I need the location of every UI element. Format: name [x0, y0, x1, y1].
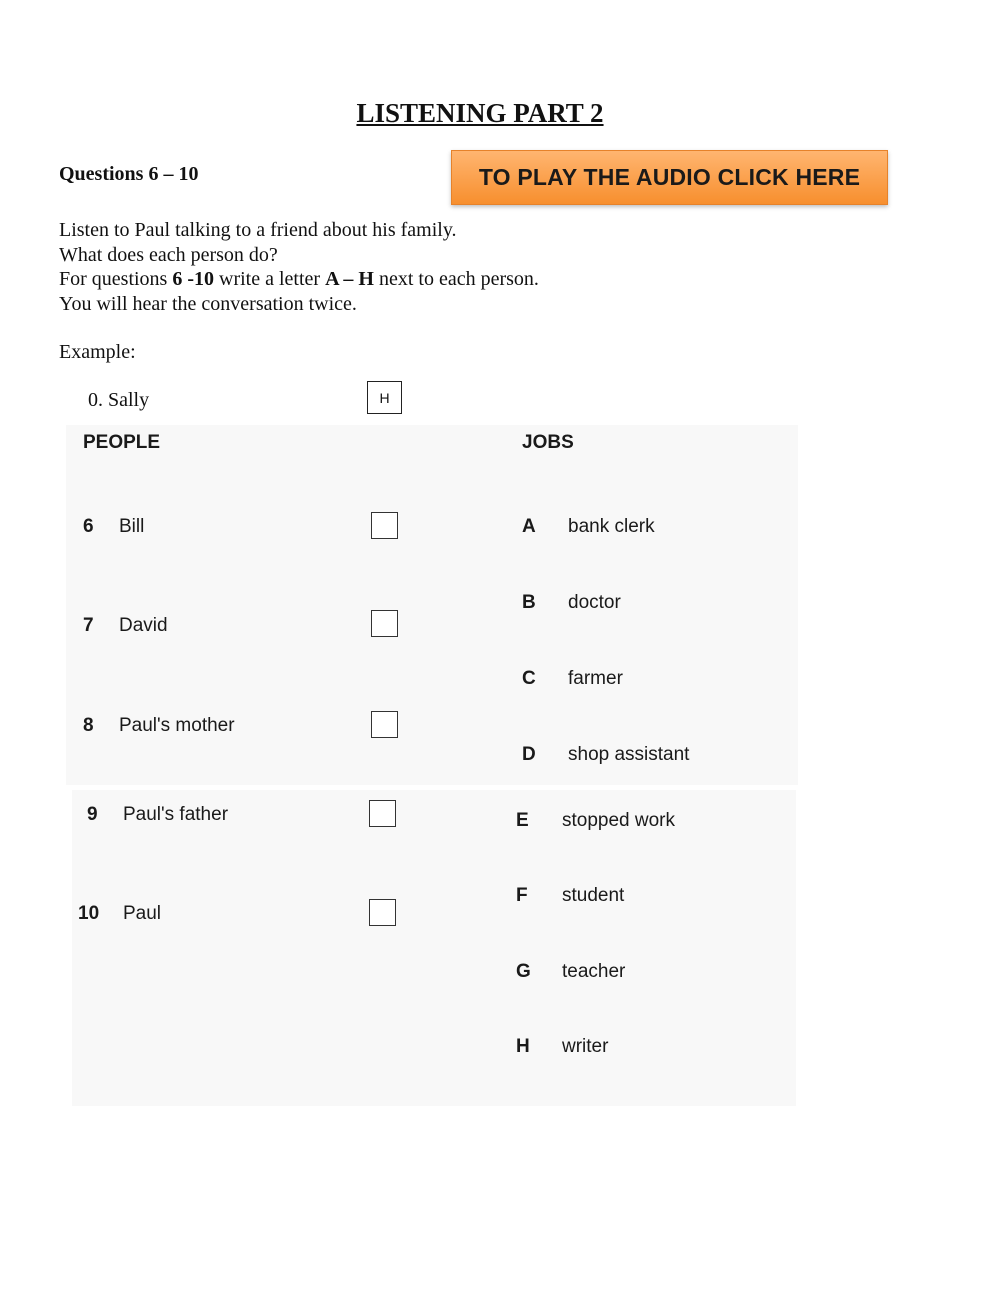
- play-audio-button[interactable]: TO PLAY THE AUDIO CLICK HERE: [451, 150, 888, 205]
- instruction-line-4: You will hear the conversation twice.: [59, 292, 357, 315]
- job-name: farmer: [568, 668, 623, 689]
- answer-box-10[interactable]: [369, 899, 396, 926]
- person-number: 9: [87, 804, 98, 825]
- job-name: teacher: [562, 961, 626, 982]
- instruction-line-3: For questions 6 -10 write a letter A – H next to each person.: [59, 268, 539, 290]
- example-item: 0. Sally: [88, 389, 150, 411]
- job-name: doctor: [568, 592, 621, 613]
- job-name: shop assistant: [568, 744, 690, 765]
- job-name: stopped work: [562, 810, 676, 831]
- person-number: 10: [78, 903, 100, 924]
- answer-box-9[interactable]: [369, 800, 396, 827]
- jobs-header: JOBS: [522, 432, 574, 453]
- answer-box-6[interactable]: [371, 512, 398, 539]
- job-letter: B: [522, 592, 536, 613]
- job-letter: C: [522, 668, 536, 689]
- person-name: Paul's mother: [119, 715, 235, 736]
- person-number: 6: [83, 516, 94, 537]
- job-letter: G: [516, 961, 531, 982]
- instruction-line-1: Listen to Paul talking to a friend about his family.: [59, 219, 457, 241]
- job-letter: H: [516, 1036, 530, 1057]
- job-name: bank clerk: [568, 516, 655, 537]
- person-name: Bill: [119, 516, 145, 537]
- answer-box-7[interactable]: [371, 610, 398, 637]
- job-letter: D: [522, 744, 536, 765]
- answer-box-8[interactable]: [371, 711, 398, 738]
- person-name: David: [119, 615, 168, 636]
- job-name: writer: [562, 1036, 609, 1057]
- page-title: LISTENING PART 2: [356, 98, 604, 128]
- job-letter: E: [516, 810, 529, 831]
- person-name: Paul: [123, 903, 162, 924]
- job-name: student: [562, 885, 625, 906]
- person-number: 8: [83, 715, 94, 736]
- example-label: Example:: [59, 341, 136, 363]
- person-number: 7: [83, 615, 94, 636]
- person-name: Paul's father: [123, 804, 229, 825]
- instruction-line-2: What does each person do?: [59, 243, 278, 266]
- matching-panel-bottom: [72, 790, 796, 1106]
- people-header: PEOPLE: [83, 432, 161, 453]
- job-letter: A: [522, 516, 536, 537]
- job-letter: F: [516, 885, 528, 906]
- instructions: [59, 218, 539, 316]
- example-answer-box: H: [367, 381, 402, 414]
- questions-label: Questions 6 – 10: [59, 163, 199, 185]
